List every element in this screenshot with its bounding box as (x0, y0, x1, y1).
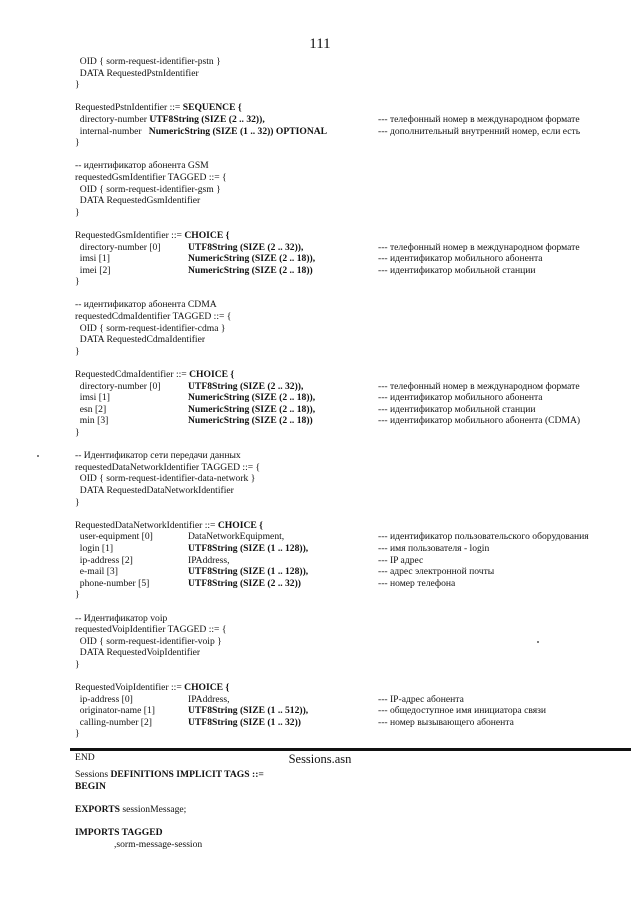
code-line (75, 694, 615, 706)
type-spec: UTF8String (SIZE (2 .. 32)), (188, 241, 304, 253)
code-text: requestedDataNetworkIdentifier TAGGED ::= { (75, 461, 261, 473)
code-text: -- идентификатор абонента GSM (75, 160, 209, 172)
blank-line (75, 792, 615, 804)
comment-text: --- идентификатор мобильной станции (378, 403, 536, 415)
asn1-listing-sessions (75, 769, 615, 850)
code-text: e-mail [3] (75, 566, 118, 578)
code-line (75, 126, 615, 138)
code-line (75, 781, 615, 793)
code-text: } (75, 496, 80, 508)
code-line (75, 311, 615, 323)
comment-text: --- идентификатор мобильной станции (378, 264, 536, 276)
code-line (75, 79, 615, 91)
code-line (75, 195, 615, 207)
code-line (75, 323, 615, 335)
page-number: 111 (309, 36, 331, 52)
comment-text: --- телефонный номер в международном формате (378, 241, 580, 253)
code-line (75, 334, 615, 346)
code-line (75, 427, 615, 439)
code-text: OID { sorm-request-identifier-cdma } (75, 322, 226, 334)
code-line (75, 613, 615, 625)
code-text: imsi [1] (75, 253, 110, 265)
type-spec: NumericString (SIZE (2 .. 18)), (188, 392, 316, 404)
code-text: RequestedVoipIdentifier ::= CHOICE { (75, 682, 230, 694)
code-line (75, 827, 615, 839)
code-text: } (75, 276, 80, 288)
code-text: } (75, 427, 80, 438)
code-line (75, 299, 615, 311)
code-text: requestedVoipIdentifier TAGGED ::= { (75, 624, 227, 636)
code-text: Sessions DEFINITIONS IMPLICIT TAGS ::= (75, 769, 264, 780)
code-line (75, 369, 615, 381)
type-spec: NumericString (SIZE (2 .. 18)) (188, 264, 313, 276)
type-spec: UTF8String (SIZE (1 .. 512)), (188, 705, 309, 717)
code-line (75, 647, 615, 659)
comment-text: --- телефонный номер в международном формате (378, 113, 580, 125)
code-text: OID { sorm-request-identifier-data-network } (75, 473, 256, 485)
code-text: directory-number UTF8String (SIZE (2 .. 32)), (75, 113, 265, 125)
code-line (75, 392, 615, 404)
code-line (75, 717, 615, 729)
code-text: RequestedCdmaIdentifier ::= CHOICE { (75, 369, 235, 381)
code-line (75, 578, 615, 590)
code-text: ,sorm-message-session (114, 838, 203, 850)
type-spec: UTF8String (SIZE (1 .. 128)), (188, 542, 309, 554)
code-text: directory-number [0] (75, 380, 161, 392)
comment-text: --- IP-адрес абонента (378, 693, 464, 705)
comment-text: --- имя пользователя - login (378, 542, 490, 554)
code-line (75, 624, 615, 636)
code-text: user-equipment [0] (75, 531, 153, 543)
code-text: RequestedPstnIdentifier ::= SEQUENCE { (75, 102, 242, 114)
code-line (75, 68, 615, 80)
code-line (75, 137, 615, 149)
code-line (75, 682, 615, 694)
code-text: DATA RequestedDataNetworkIdentifier (75, 484, 234, 496)
code-text: } (75, 345, 80, 357)
code-line (75, 381, 615, 393)
code-line (75, 804, 615, 816)
code-line (75, 450, 615, 462)
code-text: requestedCdmaIdentifier TAGGED ::= { (75, 311, 232, 323)
code-text: -- идентификатор абонента CDMA (75, 299, 217, 311)
code-text: } (75, 137, 80, 149)
code-line (75, 659, 615, 671)
code-line (75, 497, 615, 509)
comment-text: --- телефонный номер в международном формате (378, 380, 580, 392)
code-line (75, 589, 615, 601)
code-line (75, 160, 615, 172)
code-line (75, 265, 615, 277)
code-line (75, 56, 615, 68)
code-line (75, 636, 615, 648)
blank-line (75, 357, 615, 369)
scan-speck (37, 455, 39, 457)
code-text: -- Идентификатор voip (75, 612, 168, 624)
type-spec: NumericString (SIZE (2 .. 18)), (188, 253, 316, 265)
type-spec: UTF8String (SIZE (2 .. 32)), (188, 380, 304, 392)
type-spec: DataNetworkEquipment, (188, 531, 285, 543)
code-line (75, 207, 615, 219)
code-text: directory-number [0] (75, 241, 161, 253)
type-spec: NumericString (SIZE (2 .. 18)) (188, 415, 313, 427)
type-spec: IPAddress, (188, 693, 230, 705)
code-line (75, 705, 615, 717)
code-text: ip-address [0] (75, 693, 133, 705)
comment-text: --- дополнительный внутренний номер, если есть (378, 125, 581, 137)
code-line (75, 276, 615, 288)
code-text: requestedGsmIdentifier TAGGED ::= { (75, 171, 227, 183)
code-text: RequestedDataNetworkIdentifier ::= CHOICE { (75, 519, 263, 531)
code-text: originator-name [1] (75, 705, 155, 717)
code-line (75, 172, 615, 184)
comment-text: --- идентификатор пользовательского оборудования (378, 531, 589, 543)
code-text: DATA RequestedCdmaIdentifier (75, 334, 206, 346)
code-text: calling-number [2] (75, 716, 152, 728)
scan-speck (537, 641, 539, 643)
code-text: } (75, 658, 80, 670)
code-text: imsi [1] (75, 392, 110, 404)
code-line (75, 114, 615, 126)
code-line (75, 242, 615, 254)
code-line (75, 230, 615, 242)
code-line (75, 543, 615, 555)
code-text: login [1] (75, 542, 114, 554)
blank-line (75, 218, 615, 230)
code-text: } (75, 589, 80, 601)
code-line (75, 769, 615, 781)
code-line (75, 485, 615, 497)
section-divider (70, 748, 631, 751)
blank-line (75, 288, 615, 300)
code-text: OID { sorm-request-identifier-voip } (75, 635, 222, 647)
code-line (75, 473, 615, 485)
code-text: OID { sorm-request-identifier-gsm } (75, 183, 221, 195)
code-text: } (75, 728, 80, 740)
code-text: esn [2] (75, 403, 107, 415)
code-text: IMPORTS TAGGED (75, 826, 163, 838)
code-line (75, 253, 615, 265)
blank-line (75, 439, 615, 451)
type-spec: IPAddress, (188, 554, 230, 566)
code-line (75, 531, 615, 543)
comment-text: --- номер телефона (378, 577, 456, 589)
code-text: BEGIN (75, 780, 106, 792)
code-text: DATA RequestedGsmIdentifier (75, 195, 201, 207)
code-text: DATA RequestedVoipIdentifier (75, 647, 201, 659)
code-line (75, 566, 615, 578)
code-text: min [3] (75, 415, 109, 427)
code-text: } (75, 79, 80, 91)
code-text: OID { sorm-request-identifier-pstn } (75, 56, 221, 67)
blank-line (75, 149, 615, 161)
code-text: RequestedGsmIdentifier ::= CHOICE { (75, 229, 230, 241)
code-text: phone-number [5] (75, 577, 150, 589)
type-spec: UTF8String (SIZE (1 .. 128)), (188, 566, 309, 578)
comment-text: --- общедоступное имя инициатора связи (378, 705, 547, 717)
asn1-listing-identifiers (75, 56, 615, 763)
code-line (75, 404, 615, 416)
code-text: -- Идентификатор сети передачи данных (75, 450, 241, 462)
type-spec: UTF8String (SIZE (2 .. 32)) (188, 577, 301, 589)
blank-line (75, 601, 615, 613)
section-title: Sessions.asn (288, 752, 352, 766)
comment-text: --- идентификатор мобильного абонента (CDMA) (378, 415, 581, 427)
blank-line (75, 815, 615, 827)
code-line (75, 462, 615, 474)
type-spec: NumericString (SIZE (2 .. 18)), (188, 403, 316, 415)
code-text: } (75, 206, 80, 218)
code-line (75, 184, 615, 196)
code-text: DATA RequestedPstnIdentifier (75, 67, 199, 79)
comment-text: --- идентификатор мобильного абонента (378, 392, 543, 404)
comment-text: --- идентификатор мобильного абонента (378, 253, 543, 265)
code-line (75, 102, 615, 114)
code-text: ip-address [2] (75, 554, 133, 566)
blank-line (75, 508, 615, 520)
code-line (75, 520, 615, 532)
code-line (75, 415, 615, 427)
code-line (75, 555, 615, 567)
comment-text: --- адрес электронной почты (378, 566, 495, 578)
code-text: END (75, 751, 95, 763)
code-line (75, 839, 615, 851)
comment-text: --- номер вызывающего абонента (378, 716, 514, 728)
comment-text: --- IP адрес (378, 554, 424, 566)
code-text: EXPORTS sessionMessage; (75, 803, 187, 815)
blank-line (75, 670, 615, 682)
code-text: internal-number NumericString (SIZE (1 .. 32)) OPTIONAL (75, 125, 328, 137)
code-line (75, 728, 615, 740)
code-text: imei [2] (75, 264, 111, 276)
type-spec: UTF8String (SIZE (1 .. 32)) (188, 716, 301, 728)
code-line (75, 346, 615, 358)
blank-line (75, 91, 615, 103)
